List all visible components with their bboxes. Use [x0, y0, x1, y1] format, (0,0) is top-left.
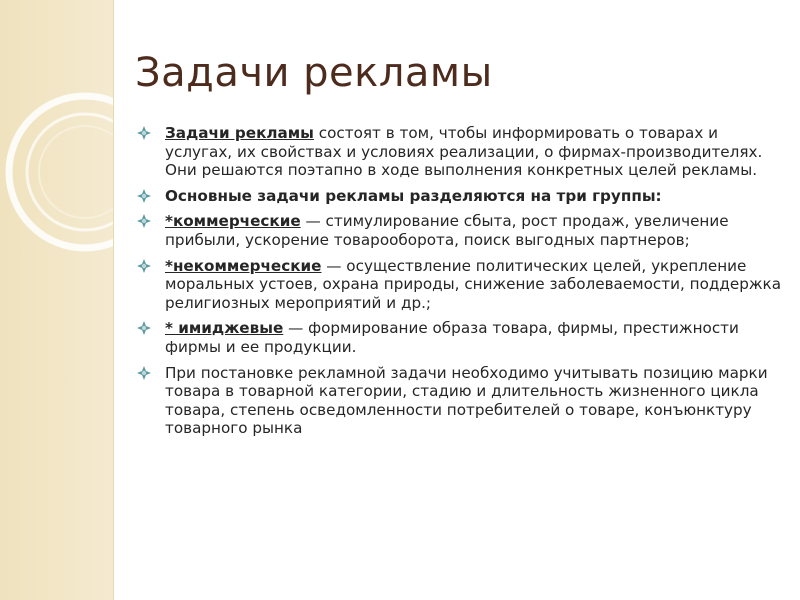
- teal-diamond-bullet-icon: [137, 189, 151, 203]
- slide-title: Задачи рекламы: [135, 50, 493, 96]
- item-lead: *некоммерческие: [165, 256, 322, 275]
- item-text: — осуществление политических целей, укрепление моральных устоев, охрана природы, снижение заболеваемости, поддержка религиозных мероприятий и др.;: [165, 256, 782, 312]
- teal-diamond-bullet-icon: [137, 366, 151, 380]
- list-item: [137, 319, 782, 356]
- item-text: состоят в том, чтобы информировать о товарах и услугах, их свойствах и условиях реализации, о фирмах-производителях. Они решаются поэтапно в ходе выполнения конкретных целей рекламы.: [165, 124, 763, 180]
- bullet-list: [137, 124, 782, 445]
- list-item: [137, 257, 782, 313]
- item-text: При постановке рекламной задачи необходимо учитывать позицию марки товара в товарной категории, стадию и длительность жизненного цикла товара, степень осведомленности потребителей о товаре, конъюнктуру товарного рынка: [165, 363, 768, 438]
- item-lead: Задачи рекламы: [165, 124, 314, 142]
- sidebar-decoration: [0, 0, 113, 600]
- teal-diamond-bullet-icon: [137, 259, 151, 273]
- item-lead: * имиджевые: [165, 319, 284, 338]
- list-item: [137, 212, 782, 249]
- item-text: — стимулирование сбыта, рост продаж, увеличение прибыли, ускорение товарооборота, поиск выгодных партнеров;: [165, 212, 729, 249]
- teal-diamond-bullet-icon: [137, 126, 151, 140]
- list-item: [137, 187, 782, 206]
- item-text: — формирование образа товара, фирмы, престижности фирмы и ее продукции.: [165, 319, 739, 356]
- item-lead: *коммерческие: [165, 212, 301, 231]
- teal-diamond-bullet-icon: [137, 321, 151, 335]
- concentric-circles-decoration: [0, 0, 113, 600]
- teal-diamond-bullet-icon: [137, 214, 151, 228]
- item-lead: Основные задачи рекламы разделяются на три группы:: [165, 186, 662, 205]
- list-item: [137, 124, 782, 180]
- sidebar-divider: [113, 0, 114, 600]
- list-item: [137, 364, 782, 438]
